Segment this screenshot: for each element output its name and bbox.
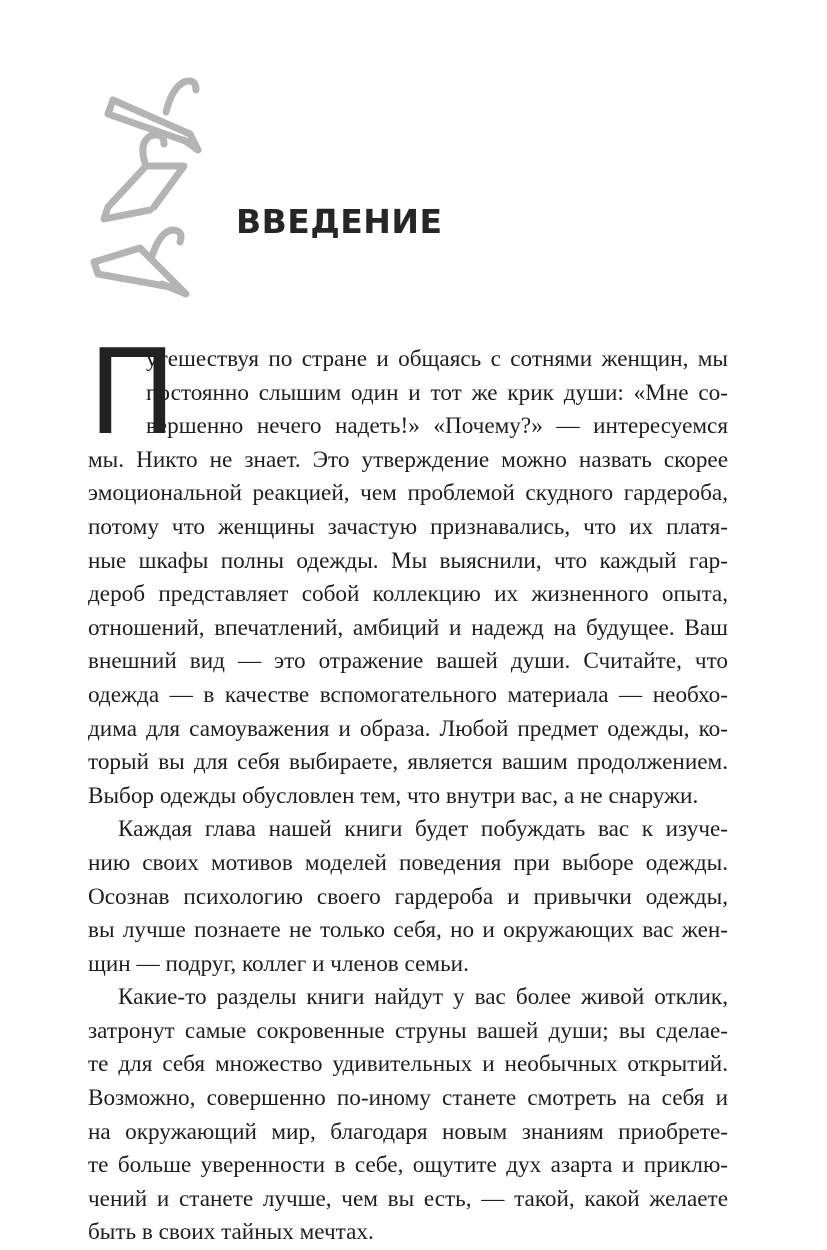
text-line: постоянно слышим один и тот же крик души: «Мне со- — [146, 379, 728, 406]
text-line: эмоциональной реакцией, чем проблемой скудного гардероба, — [88, 480, 728, 507]
paragraphs-container — [88, 323, 728, 1250]
text-line: Возможно, совершенно по-иному станете смотреть на себя и — [88, 1085, 728, 1112]
text-line: вершенно нечего надеть!» «Почему?» — интересуемся — [146, 413, 728, 440]
text-line: вы лучше познаете не только себя, но и окружающих вас жен- — [88, 917, 728, 944]
text-line: внешний вид — это отражение вашей души. Считайте, что — [88, 648, 728, 675]
paragraph — [88, 981, 728, 1250]
text-line: отношений, впечатлений, амбиций и надежд на будущее. Ваш — [88, 614, 728, 641]
text-line: торый вы для себя выбираете, является вашим продолжением. — [88, 749, 728, 776]
text-line: мы. Никто не знает. Это утверждение можно назвать скорее — [88, 446, 728, 473]
text-line: одежда — в качестве вспомогательного материала — необхо- — [88, 681, 728, 708]
text-line: утешествуя по стране и общаясь с сотнями женщин, мы — [146, 346, 728, 372]
text-line: нию своих мотивов моделей поведения при выборе одежды. — [88, 849, 728, 876]
text-line: Каждая глава нашей книги будет побуждать вас к изуче- — [118, 816, 728, 843]
hanger-bottom-icon — [94, 230, 186, 294]
hanger-middle-icon — [104, 135, 184, 219]
text-line: чений и станете лучше, чем вы есть, — такой, какой желаете — [88, 1185, 728, 1212]
text-line: затронут самые сокровенные струны вашей души; вы сделае- — [88, 1017, 728, 1044]
text-line: на окружающий мир, благодаря новым знаниям приобрете- — [88, 1118, 728, 1145]
text-line: Выбор одежды обусловлен тем, что внутри вас, а не снаружи. — [88, 782, 699, 809]
text-line: те больше уверенности в себе, ощутите дух азарта и приклю- — [88, 1152, 728, 1179]
paragraph — [88, 323, 728, 813]
text-line: дима для самоуважения и образа. Любой предмет одежды, ко- — [88, 715, 728, 742]
text-line: те для себя множество удивительных и необычных открытий. — [88, 1051, 728, 1078]
text-line: дероб представляет собой коллекцию их жизненного опыта, — [88, 581, 728, 608]
text-line: потому что женщины зачастую признавались, что их платя- — [88, 513, 728, 540]
clothes-hangers-icon — [80, 62, 230, 312]
chapter-title: ВВЕДЕНИЕ — [236, 202, 443, 241]
text-line: ные шкафы полны одежды. Мы выяснили, что каждый гар- — [88, 547, 728, 574]
text-line: быть в своих тайных мечтах. — [88, 1219, 374, 1246]
body-text — [88, 323, 728, 1250]
text-line: Осознав психологию своего гардероба и привычки одежды, — [88, 883, 728, 910]
text-line: щин — подруг, коллег и членов семьи. — [88, 950, 469, 977]
hanger-top-icon — [108, 81, 198, 150]
drop-cap: П — [88, 323, 177, 461]
paragraph — [88, 813, 728, 981]
text-line: Какие-то разделы книги найдут у вас более живой отклик, — [118, 984, 728, 1011]
